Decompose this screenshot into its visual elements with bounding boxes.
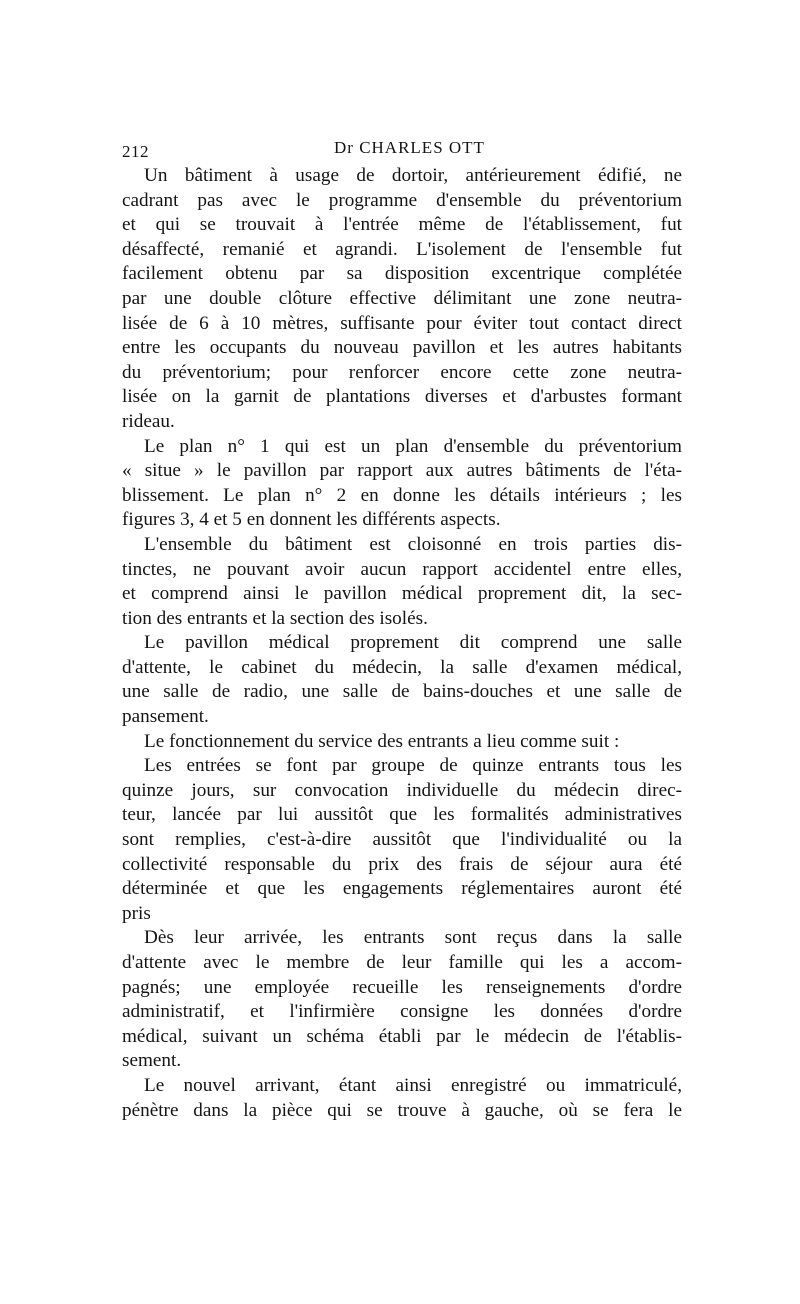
text-line: médical, suivant un schéma établi par le médecin de l'établis- — [122, 1025, 682, 1047]
text-line: et qui se trouvait à l'entrée même de l'établissement, fut — [122, 214, 682, 236]
text-line: tinctes, ne pouvant avoir aucun rapport accidentel entre elles, — [122, 558, 682, 580]
text-line: d'attente avec le membre de leur famille qui les a accom- — [122, 952, 682, 973]
paragraph — [122, 926, 682, 1074]
running-head: Dr CHARLES OTT — [334, 138, 485, 157]
text-line: Le pavillon médical proprement dit comprend une salle — [144, 632, 682, 654]
text-line: Le fonctionnement du service des entrants a lieu comme suit : — [144, 730, 620, 752]
paragraph — [122, 754, 682, 926]
text-line: pris — [122, 902, 151, 924]
text-line: et comprend ainsi le pavillon médical proprement dit, la sec- — [122, 583, 682, 605]
page-header — [122, 130, 682, 164]
text-line: lisée de 6 à 10 mètres, suffisante pour éviter tout contact direct — [122, 312, 682, 334]
text-line: L'ensemble du bâtiment est cloisonné en trois parties dis- — [144, 533, 682, 555]
text-line: Les entrées se font par groupe de quinze entrants tous les — [144, 755, 682, 777]
page-number: 212 — [122, 142, 149, 161]
text-line: teur, lancée par lui aussitôt que les formalités administratives — [122, 804, 682, 826]
text-line: par une double clôture effective délimitant une zone neutra- — [122, 287, 682, 309]
paragraph — [122, 1074, 682, 1123]
book-page — [122, 130, 682, 1123]
text-line: Dès leur arrivée, les entrants sont reçus dans la salle — [144, 927, 682, 949]
text-line: administratif, et l'infirmière consigne les données d'ordre — [122, 1001, 682, 1023]
text-line: pénètre dans la pièce qui se trouve à gauche, où se fera le — [122, 1099, 682, 1121]
text-line: sement. — [122, 1050, 182, 1072]
body-text — [122, 164, 682, 1123]
text-line: entre les occupants du nouveau pavillon et les autres habitants — [122, 337, 682, 359]
text-line: collectivité responsable du prix des frais de séjour aura été — [122, 853, 682, 875]
paragraph — [122, 730, 682, 755]
paragraph — [122, 435, 682, 533]
text-line: pagnés; une employée recueille les renseignements d'ordre — [122, 976, 682, 998]
text-line: facilement obtenu par sa disposition excentrique complétée — [122, 263, 682, 285]
text-line: lisée on la garnit de plantations diverses et d'arbustes formant — [122, 386, 682, 408]
text-line: figures 3, 4 et 5 en donnent les différents aspects. — [122, 509, 501, 531]
text-line: Le plan n° 1 qui est un plan d'ensemble du préventorium — [144, 435, 682, 457]
text-line: sont remplies, c'est-à-dire aussitôt que l'individualité ou la — [122, 829, 682, 851]
paragraph — [122, 631, 682, 729]
text-line: quinze jours, sur convocation individuelle du médecin direc- — [122, 779, 682, 801]
text-line: cadrant pas avec le programme d'ensemble du préventorium — [122, 189, 682, 211]
text-line: blissement. Le plan n° 2 en donne les détails intérieurs ; les — [122, 484, 682, 506]
text-line: Le nouvel arrivant, étant ainsi enregistré ou immatriculé, — [144, 1074, 682, 1096]
text-line: Un bâtiment à usage de dortoir, antérieurement édifié, ne — [144, 165, 682, 186]
text-line: une salle de radio, une salle de bains-douches et une salle de — [122, 681, 682, 703]
paragraph — [122, 533, 682, 631]
text-line: du préventorium; pour renforcer encore cette zone neutra- — [122, 361, 682, 383]
text-line: désaffecté, remanié et agrandi. L'isolement de l'ensemble fut — [122, 238, 682, 260]
text-line: d'attente, le cabinet du médecin, la salle d'examen médical, — [122, 656, 682, 678]
text-line: rideau. — [122, 410, 175, 432]
text-line: « situe » le pavillon par rapport aux autres bâtiments de l'éta- — [122, 460, 682, 482]
text-line: déterminée et que les engagements réglementaires auront été — [122, 878, 682, 900]
paragraph — [122, 164, 682, 435]
text-line: pansement. — [122, 706, 209, 728]
text-line: tion des entrants et la section des isolés. — [122, 607, 428, 629]
